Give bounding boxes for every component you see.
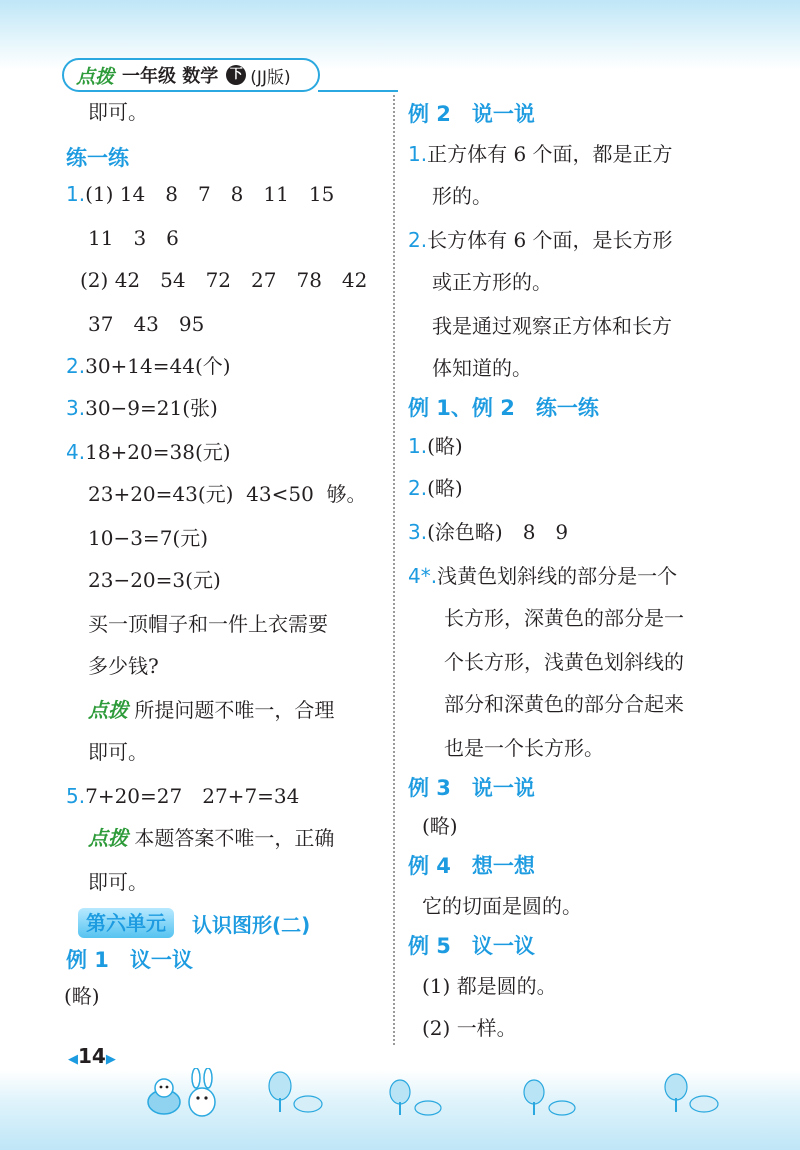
tree-icon <box>266 1070 326 1116</box>
carry-text: 即可。 <box>88 100 148 124</box>
page-number: ◀14▶ <box>68 1044 116 1068</box>
p4-line-d: 部分和深黄色的部分合起来 <box>444 692 684 716</box>
q4-line-a: 18+20=38(元) <box>85 440 231 464</box>
r2-line-c: 我是通过观察正方体和长方 <box>432 314 672 338</box>
q1-line-c: (2) 42 54 72 27 78 42 <box>80 268 368 292</box>
header-edition: (JJ版) <box>250 67 291 88</box>
tip-2-text: 本题答案不唯一，正确 <box>128 826 335 850</box>
example-1-2-practice-title: 例 1、例 2 练一练 <box>408 396 599 420</box>
p2-number: 2. <box>408 476 428 500</box>
example-5-line-b: (2) 一样。 <box>422 1016 517 1040</box>
q1-line-a: (1) 14 8 7 8 11 15 <box>85 182 335 206</box>
tip-1 <box>88 696 334 724</box>
example-2-title: 例 2 说一说 <box>408 102 535 126</box>
r2-line-b: 或正方形的。 <box>432 270 552 294</box>
unit-name: 认识图形(二) <box>192 912 311 937</box>
r2-line-a: 长方体有 6 个面，是长方形 <box>427 228 673 252</box>
page-number-text: 14 <box>78 1044 106 1068</box>
r2-line-d: 体知道的。 <box>432 356 532 380</box>
q4-line-d: 23−20=3(元) <box>88 568 221 592</box>
r1-line-a: 正方体有 6 个面，都是正方 <box>427 142 673 166</box>
example-1-title: 例 1 议一议 <box>66 948 193 972</box>
q4-number: 4. <box>66 440 86 464</box>
r-question-2 <box>408 226 673 254</box>
q3-number: 3. <box>66 396 86 420</box>
p4-line-c: 个长方形，浅黄色划斜线的 <box>444 650 684 674</box>
q3-text: 30−9=21(张) <box>85 396 218 420</box>
tree-icon <box>386 1078 446 1118</box>
r1-number: 1. <box>408 142 428 166</box>
r-question-1 <box>408 140 673 168</box>
header-subtitle: 一年级 数学 <box>122 66 219 87</box>
tree-icon <box>520 1078 580 1118</box>
question-3 <box>66 394 218 422</box>
q1-line-b: 11 3 6 <box>88 226 179 250</box>
example-4-answer: 它的切面是圆的。 <box>422 894 582 918</box>
question-5 <box>66 782 299 810</box>
q1-number: 1. <box>66 182 86 206</box>
q5-text: 7+20=27 27+7=34 <box>85 784 300 808</box>
p2-text: (略) <box>427 476 463 500</box>
tip-2-label: 点拨 <box>88 826 128 850</box>
p-question-4 <box>408 562 677 590</box>
p4-line-e: 也是一个长方形。 <box>444 736 604 760</box>
example-5-line-a: (1) 都是圆的。 <box>422 974 557 998</box>
q5-number: 5. <box>66 784 86 808</box>
tip-1-text: 所提问题不唯一，合理 <box>128 698 335 722</box>
p1-text: (略) <box>427 434 463 458</box>
unit-badge: 第六单元 <box>78 908 174 938</box>
p4-number: 4*. <box>408 564 438 588</box>
unit-title <box>78 908 310 938</box>
q1-line-d: 37 43 95 <box>88 312 205 336</box>
question-4 <box>66 438 231 466</box>
q2-number: 2. <box>66 354 86 378</box>
q4-line-b: 23+20=43(元) 43<50 够。 <box>88 482 367 506</box>
p3-text: (涂色略) 8 9 <box>427 520 569 544</box>
r2-number: 2. <box>408 228 428 252</box>
p3-number: 3. <box>408 520 428 544</box>
tree-icon <box>662 1072 722 1116</box>
tip-2 <box>88 824 334 852</box>
volume-badge: 下 <box>226 65 246 85</box>
p-question-3 <box>408 518 568 546</box>
example-3-answer: (略) <box>422 814 458 838</box>
q4-line-e: 买一顶帽子和一件上衣需要 <box>88 612 328 636</box>
practice-title: 练一练 <box>66 146 129 170</box>
column-divider <box>393 95 395 1045</box>
q2-text: 30+14=44(个) <box>85 354 231 378</box>
q4-line-f: 多少钱? <box>88 654 159 678</box>
p-question-2 <box>408 474 463 502</box>
bunny-mascot-icon <box>140 1068 230 1120</box>
p4-line-b: 长方形，深黄色的部分是一 <box>444 606 684 630</box>
q4-line-c: 10−3=7(元) <box>88 526 209 550</box>
question-1 <box>66 180 334 208</box>
question-2 <box>66 352 231 380</box>
p-question-1 <box>408 432 463 460</box>
example-4-title: 例 4 想一想 <box>408 854 535 878</box>
p1-number: 1. <box>408 434 428 458</box>
page-header <box>62 58 320 92</box>
tip-1-line-b: 即可。 <box>88 740 148 764</box>
example-5-title: 例 5 议一议 <box>408 934 535 958</box>
example-3-title: 例 3 说一说 <box>408 776 535 800</box>
p4-line-a: 浅黄色划斜线的部分是一个 <box>437 564 678 588</box>
tip-1-label: 点拨 <box>88 698 128 722</box>
header-logo: 点拨 <box>76 65 115 88</box>
header-underline <box>318 90 398 92</box>
example-1-answer: (略) <box>64 984 100 1008</box>
tip-2-line-b: 即可。 <box>88 870 148 894</box>
r1-line-b: 形的。 <box>432 184 492 208</box>
